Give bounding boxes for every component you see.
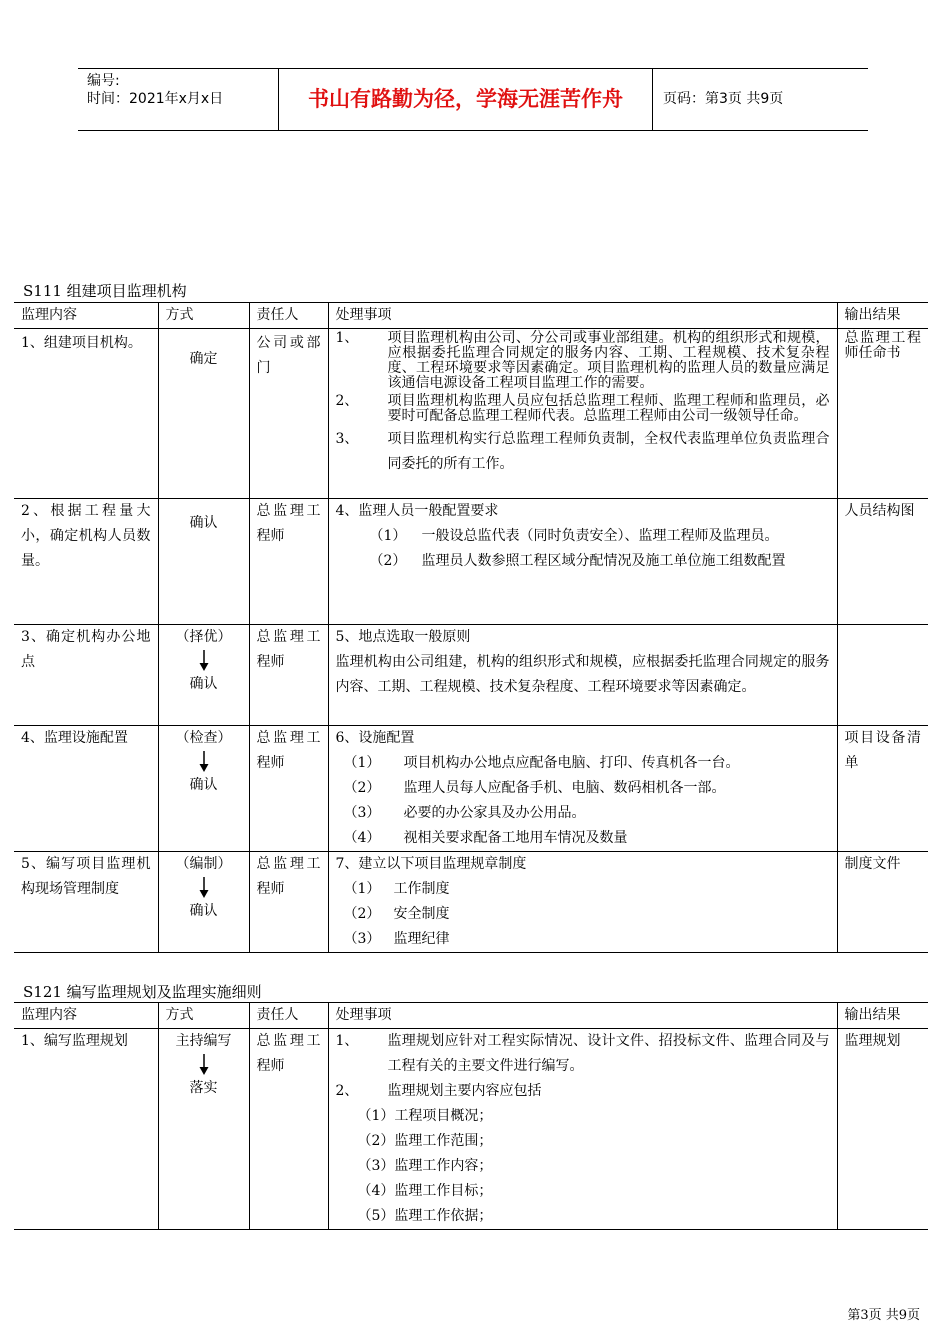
- method-cell: [158, 329, 249, 499]
- arrow-down-icon: [198, 877, 210, 899]
- list-item: 2、 项目监理机构监理人员应包括总监理工程师、监理工程师和监理员，必要时可配备总监理工程师代表。总监理工程师由公司一级领导任命。: [335, 393, 830, 424]
- header-page-info: 页码：第3页 共9页: [663, 91, 784, 107]
- column-header: 监理内容: [14, 1003, 158, 1029]
- content-cell: 5、编写项目监理机构现场管理制度: [14, 852, 158, 953]
- section-title: S121 编写监理规划及监理实施细则: [23, 983, 262, 1001]
- item-heading: 4、监理人员一般配置要求: [335, 503, 499, 519]
- list-item: （2） 监理人员每人应配备手机、电脑、数码相机各一部。: [343, 780, 726, 796]
- time-label: 时间：2021年x月x日: [87, 91, 224, 107]
- table-row: [14, 329, 928, 499]
- method-label: 确认: [189, 515, 218, 531]
- responsible-cell: 总监理工程师: [249, 1029, 328, 1230]
- page-footer: 第3页 共9页: [847, 1308, 920, 1323]
- content-cell: 2、根据工程量大小，确定机构人员数量。: [14, 499, 158, 625]
- arrow-down-icon: [198, 650, 210, 672]
- matters-cell: [328, 499, 837, 625]
- list-item: （3） 监理纪律: [343, 931, 450, 947]
- list-item: 2、 监理规划主要内容应包括: [335, 1083, 542, 1099]
- number-label: 编号:: [87, 73, 120, 89]
- content-cell: 1、组建项目机构。: [14, 329, 158, 499]
- list-item: 3、 项目监理机构实行总监理工程师负责制，全权代表监理单位负责监理合同委托的所有工作。: [335, 431, 830, 472]
- list-item: 1、 项目监理机构由公司、分公司或事业部组建。机构的组织形式和规模，应根据委托监理合同规定的服务内容、工期、工程规模、技术复杂程度、工程环境要求等因素确定。项目监理机构的监理人员的数量应满足该通信电源设备工程项目监理工作的需要。: [335, 330, 830, 391]
- table-row: [14, 499, 928, 625]
- method-cell: [158, 499, 249, 625]
- matters-cell: [328, 852, 837, 953]
- responsible-cell: 总监理工程师: [249, 852, 328, 953]
- page-header: [78, 68, 868, 131]
- table-header-row: [14, 303, 928, 329]
- arrow-down-icon: [198, 751, 210, 773]
- column-header: 监理内容: [14, 303, 158, 329]
- section-title: S111 组建项目监理机构: [23, 282, 187, 300]
- item-heading: 7、建立以下项目监理规章制度: [335, 856, 527, 872]
- item-paragraph: 监理机构由公司组建，机构的组织形式和规模，应根据委托监理合同规定的服务内容、工期、工程规模、技术复杂程度、工程环境要求等因素确定。: [335, 654, 830, 695]
- table-header-row: [14, 1003, 928, 1029]
- responsible-cell: 总监理工程师: [249, 499, 328, 625]
- matters-cell: [328, 329, 837, 499]
- content-cell: 1、编写监理规划: [14, 1029, 158, 1230]
- output-cell: 项目设备清单: [837, 726, 928, 852]
- matters-cell: [328, 1029, 837, 1230]
- list-item: （2） 监理员人数参照工程区域分配情况及施工单位施工组数配置: [369, 553, 786, 569]
- matters-cell: [328, 625, 837, 726]
- method-cell: [158, 852, 249, 953]
- output-cell: 总监理工程师任命书: [837, 329, 928, 499]
- item-heading: 6、设施配置: [335, 730, 415, 746]
- section2-table: [14, 1002, 928, 1230]
- method-label: 主持编写: [175, 1033, 232, 1049]
- content-cell: 3、确定机构办公地点: [14, 625, 158, 726]
- output-cell: 制度文件: [837, 852, 928, 953]
- output-cell: 人员结构图: [837, 499, 928, 625]
- method-label: 确认: [189, 903, 218, 919]
- method-label: （择优）: [175, 629, 232, 645]
- table-row: [14, 726, 928, 852]
- header-meta: [78, 69, 279, 130]
- column-header: 责任人: [249, 1003, 328, 1029]
- column-header: 处理事项: [328, 1003, 837, 1029]
- method-cell: [158, 625, 249, 726]
- output-cell: 监理规划: [837, 1029, 928, 1230]
- list-item: （3） 必要的办公家具及办公用品。: [343, 805, 586, 821]
- column-header: 责任人: [249, 303, 328, 329]
- column-header: 方式: [158, 1003, 249, 1029]
- method-label: （检查）: [175, 730, 232, 746]
- list-item: （1） 项目机构办公地点应配备电脑、打印、传真机各一台。: [343, 755, 740, 771]
- method-cell: [158, 726, 249, 852]
- section1-table: [14, 302, 928, 953]
- table-row: [14, 1029, 928, 1230]
- column-header: 输出结果: [837, 1003, 928, 1029]
- item-heading: 5、地点选取一般原则: [335, 629, 471, 645]
- method-label: 确认: [189, 777, 218, 793]
- list-item: （1） 工作制度: [343, 881, 450, 897]
- list-item: （5） 监理工作依据；: [357, 1208, 493, 1224]
- responsible-cell: 总监理工程师: [249, 726, 328, 852]
- matters-cell: [328, 726, 837, 852]
- column-header: 方式: [158, 303, 249, 329]
- list-item: （2） 安全制度: [343, 906, 450, 922]
- list-item: 1、 监理规划应针对工程实际情况、设计文件、招投标文件、监理合同及与工程有关的主要文件进行编写。: [335, 1033, 830, 1074]
- responsible-cell: 总监理工程师: [249, 625, 328, 726]
- column-header: 处理事项: [328, 303, 837, 329]
- content-cell: 4、监理设施配置: [14, 726, 158, 852]
- column-header: 输出结果: [837, 303, 928, 329]
- table-row: [14, 852, 928, 953]
- header-motto: 书山有路勤为径，学海无涯苦作舟: [279, 69, 653, 130]
- list-item: （1） 工程项目概况；: [357, 1108, 493, 1124]
- list-item: （3） 监理工作内容；: [357, 1158, 493, 1174]
- method-label: 确定: [189, 351, 218, 367]
- arrow-down-icon: [198, 1054, 210, 1076]
- list-item: （4） 监理工作目标；: [357, 1183, 493, 1199]
- output-cell: [837, 625, 928, 726]
- list-item: （4） 视相关要求配备工地用车情况及数量: [343, 830, 628, 846]
- method-label: 确认: [189, 676, 218, 692]
- list-item: （1） 一般设总监代表（同时负责安全）、监理工程师及监理员。: [369, 528, 779, 544]
- method-cell: [158, 1029, 249, 1230]
- method-label: 落实: [189, 1080, 218, 1096]
- list-item: （2） 监理工作范围；: [357, 1133, 493, 1149]
- table-row: [14, 625, 928, 726]
- method-label: （编制）: [175, 856, 232, 872]
- responsible-cell: 公司或部门: [249, 329, 328, 499]
